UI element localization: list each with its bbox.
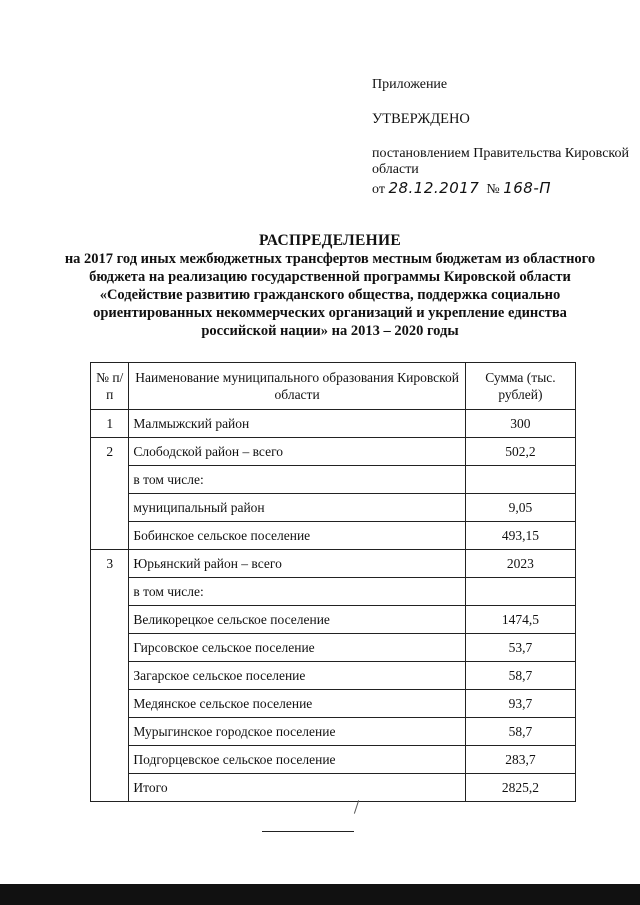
row-name: в том числе: [129, 466, 465, 494]
row-num [91, 578, 129, 606]
row-name: Бобинское сельское поселение [129, 522, 465, 550]
table-row [91, 634, 576, 662]
header-num: № п/п [91, 363, 129, 410]
table-header-row [91, 363, 576, 410]
row-num: 2 [91, 438, 129, 466]
row-num [91, 494, 129, 522]
table-total-row [91, 774, 576, 802]
table-row [91, 718, 576, 746]
row-sum: 9,05 [465, 494, 575, 522]
table-row [91, 494, 576, 522]
row-sum: 300 [465, 410, 575, 438]
row-num: 1 [91, 410, 129, 438]
row-num [91, 662, 129, 690]
number-sign: № [486, 182, 500, 197]
appendix-label: Приложение [372, 77, 448, 92]
pen-mark [354, 800, 359, 814]
header-sum: Сумма (тыс. рублей) [465, 363, 575, 410]
row-sum: 283,7 [465, 746, 575, 774]
row-num [91, 522, 129, 550]
row-sum [465, 578, 575, 606]
row-num [91, 606, 129, 634]
row-num [91, 774, 129, 802]
row-name: Гирсовское сельское поселение [129, 634, 465, 662]
row-name: Загарское сельское поселение [129, 662, 465, 690]
table-row [91, 662, 576, 690]
table-row [91, 550, 576, 578]
scan-edge-bar [0, 884, 640, 905]
row-num: 3 [91, 550, 129, 578]
table-row [91, 746, 576, 774]
closing-rule [262, 831, 354, 832]
document-title [60, 232, 600, 340]
decree-dateline [372, 180, 551, 198]
row-name: Юрьянский район – всего [129, 550, 465, 578]
approved-label: УТВЕРЖДЕНО [372, 111, 470, 127]
row-sum: 58,7 [465, 662, 575, 690]
row-name: в том числе: [129, 578, 465, 606]
table-row [91, 410, 576, 438]
row-sum: 1474,5 [465, 606, 575, 634]
row-name: Мурыгинское городское поселение [129, 718, 465, 746]
title-main: РАСПРЕДЕЛЕНИЕ [259, 232, 401, 249]
table-row [91, 606, 576, 634]
row-name: Подгорцевское сельское поселение [129, 746, 465, 774]
row-name: Медянское сельское поселение [129, 690, 465, 718]
total-sum: 2825,2 [465, 774, 575, 802]
decree-text: постановлением Правительства Кировской области [372, 146, 629, 177]
row-num [91, 690, 129, 718]
row-num [91, 746, 129, 774]
row-sum: 53,7 [465, 634, 575, 662]
table-row [91, 690, 576, 718]
row-sum: 2023 [465, 550, 575, 578]
distribution-table [90, 362, 576, 802]
row-name: Великорецкое сельское поселение [129, 606, 465, 634]
table-row [91, 522, 576, 550]
row-num [91, 634, 129, 662]
decree-date: 28.12.2017 [388, 179, 480, 197]
total-label: Итого [129, 774, 465, 802]
row-sum: 493,15 [465, 522, 575, 550]
table-row [91, 466, 576, 494]
row-sum [465, 466, 575, 494]
date-prefix: от [372, 182, 385, 197]
table-row [91, 578, 576, 606]
row-name: Слободской район – всего [129, 438, 465, 466]
table-row [91, 438, 576, 466]
row-sum: 93,7 [465, 690, 575, 718]
row-name: Малмыжский район [129, 410, 465, 438]
row-sum: 502,2 [465, 438, 575, 466]
row-sum: 58,7 [465, 718, 575, 746]
row-num [91, 718, 129, 746]
header-name: Наименование муниципального образования Кировской области [129, 363, 465, 410]
row-name: муниципальный район [129, 494, 465, 522]
row-num [91, 466, 129, 494]
title-subtitle: на 2017 год иных межбюджетных трансфертов местным бюджетам из областного бюджета на реализацию государственной программы Кировской области «Содействие развитию гражданского общества, поддержка социально ориентированных некоммерческих организаций и укрепление единства российской нации» на 2013 – 2020 годы [64, 251, 596, 339]
decree-number: 168-П [503, 179, 552, 197]
